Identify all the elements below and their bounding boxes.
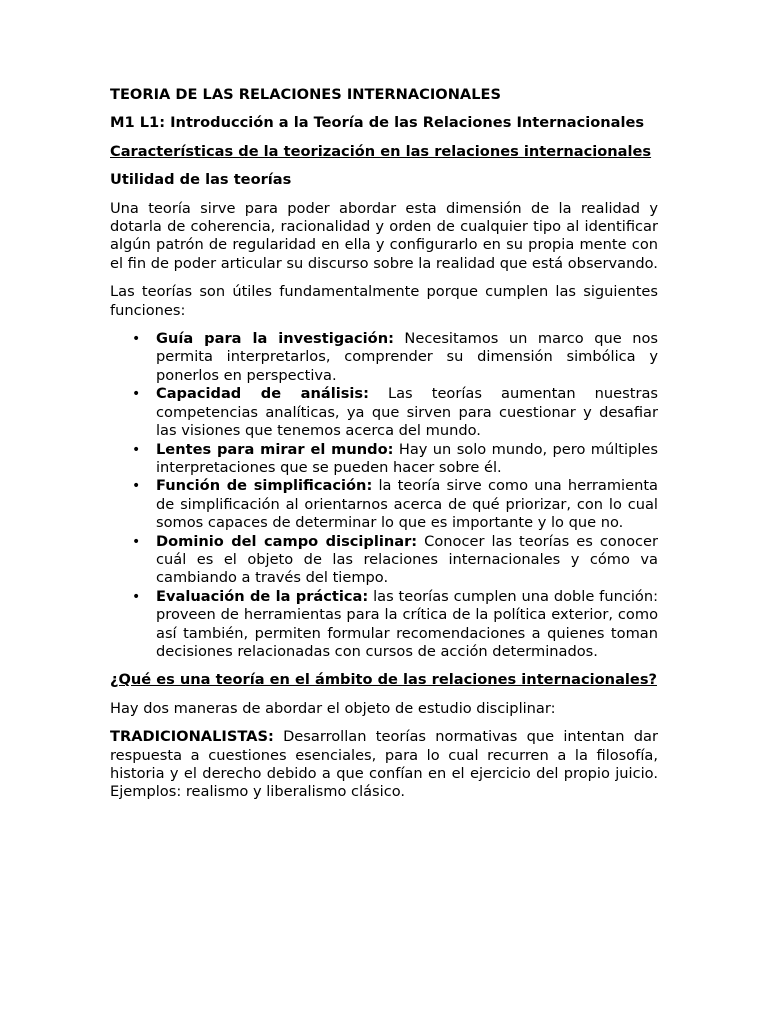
list-item bbox=[110, 533, 658, 588]
list-item-text: la teoría sirve como una herramienta de simplificación al orientarnos acerca de qué priorizar, con lo cual somos capaces de determinar lo que es importante y lo que no. bbox=[156, 477, 658, 532]
traditionalists-label: TRADICIONALISTAS: bbox=[110, 728, 274, 746]
section-heading-what-is-theory: ¿Qué es una teoría en el ámbito de las relaciones internacionales? bbox=[110, 671, 657, 689]
bullet-icon: • bbox=[132, 331, 141, 348]
list-item-term: Lentes para mirar el mundo: bbox=[156, 440, 394, 458]
traditionalists-text: Desarrollan teorías normativas que intentan dar respuesta a cuestiones esenciales, para lo cual recurren a la filosofía, historia y el derecho debido a que confían en el ejercicio del propio juicio. Ejemplos: realismo y liberalismo clásico. bbox=[110, 728, 658, 801]
functions-list bbox=[110, 330, 658, 661]
paragraph-traditionalists bbox=[110, 728, 658, 802]
bullet-icon: • bbox=[132, 533, 141, 550]
list-item-text: las teorías cumplen una doble función: proveen de herramientas para la crítica de la política exterior, como así también, permiten formular recomendaciones a quienes toman decisiones relacionadas con cursos de acción determinados. bbox=[156, 587, 658, 660]
list-item-text: Hay un solo mundo, pero múltiples interpretaciones que se pueden hacer sobre él. bbox=[156, 440, 658, 476]
list-item-term: Guía para la investigación: bbox=[156, 330, 394, 348]
list-item-term: Capacidad de análisis: bbox=[156, 385, 369, 403]
section-heading-characteristics: Características de la teorización en las relaciones internacionales bbox=[110, 142, 652, 160]
subheading-utility: Utilidad de las teorías bbox=[110, 171, 292, 189]
document-page bbox=[110, 86, 658, 812]
bullet-icon: • bbox=[132, 588, 141, 605]
list-item-text: Las teorías aumentan nuestras competencias analíticas, ya que sirven para cuestionar y desafiar las visiones que tenemos acerca del mundo. bbox=[156, 385, 658, 440]
list-item-text: Conocer las teorías es conocer cuál es el objeto de las relaciones internacionales y cómo va cambiando a través del tiempo. bbox=[156, 532, 658, 587]
list-item-term: Evaluación de la práctica: bbox=[156, 587, 369, 605]
list-item bbox=[110, 441, 658, 478]
list-item bbox=[110, 330, 658, 385]
list-item bbox=[110, 588, 658, 662]
paragraph-theory-definition: Una teoría sirve para poder abordar esta dimensión de la realidad y dotarla de coherencia, racionalidad y orden de cualquier tipo al identificar algún patrón de regularidad en ella y configurarlo en su propia mente con el fin de poder articular su discurso sobre la realidad que está observando. bbox=[110, 199, 658, 272]
paragraph-two-approaches: Hay dos maneras de abordar el objeto de estudio disciplinar: bbox=[110, 699, 556, 717]
list-item-term: Función de simplificación: bbox=[156, 477, 373, 495]
list-item bbox=[110, 477, 658, 532]
list-item-text: Necesitamos un marco que nos permita interpretarlos, comprender su dimensión simbólica y ponerlos en perspectiva. bbox=[156, 330, 658, 384]
bullet-icon: • bbox=[132, 441, 141, 458]
document-subtitle: M1 L1: Introducción a la Teoría de las Relaciones Internacionales bbox=[110, 114, 645, 132]
list-item-term: Dominio del campo disciplinar: bbox=[156, 532, 418, 550]
document-title: TEORIA DE LAS RELACIONES INTERNACIONALES bbox=[110, 86, 501, 103]
bullet-icon: • bbox=[132, 478, 141, 495]
paragraph-functions-intro: Las teorías son útiles fundamentalmente porque cumplen las siguientes funciones: bbox=[110, 283, 658, 319]
bullet-icon: • bbox=[132, 386, 141, 403]
list-item bbox=[110, 385, 658, 440]
